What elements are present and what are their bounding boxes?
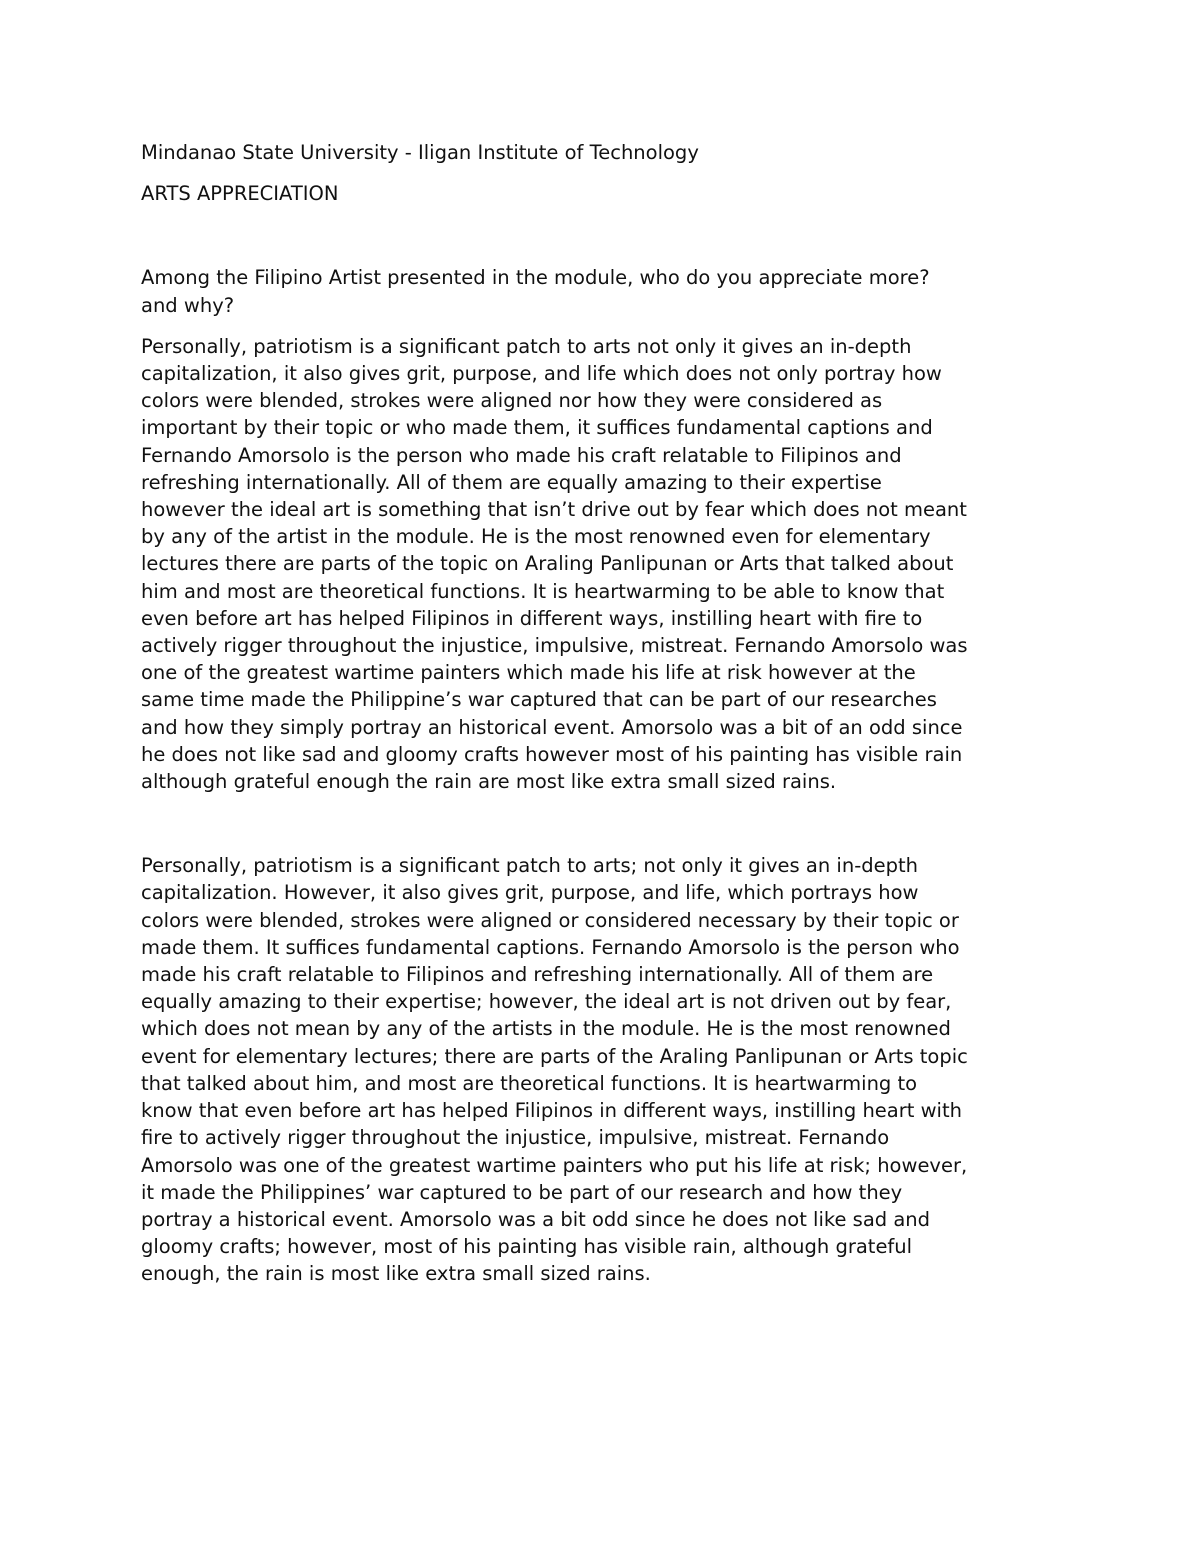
document-body: [141, 139, 1071, 1288]
institution-name: Mindanao State University - Iligan Institute of Technology: [141, 141, 699, 164]
answer-paragraph-1: Personally, patriotism is a significant patch to arts not only it gives an in-depth capitalization, it also gives grit, purpose, and life which does not only portray how colors were blended, strokes were aligned nor how they were considered as important by their topic or who made them, it suffices fundamental captions and Fernando Amorsolo is the person who made his craft relatable to Filipinos and refreshing internationally. All of them are equally amazing to their expertise however the ideal art is something that isn’t drive out by fear which does not meant by any of the artist in the module. He is the most renowned even for elementary lectures there are parts of the topic on Araling Panlipunan or Arts that talked about him and most are theoretical functions. It is heartwarming to be able to know that even before art has helped Filipinos in different ways, instilling heart with fire to actively rigger throughout the injustice, impulsive, mistreat. Fernando Amorsolo was one of the greatest wartime painters which made his life at risk however at the same time made the Philippine’s war captured that can be part of our researches and how they simply portray an historical event. Amorsolo was a bit of an odd since he does not like sad and gloomy crafts however most of his painting has visible rain although grateful enough the rain are most like extra small sized rains.: [141, 334, 968, 794]
answer-paragraph-2: Personally, patriotism is a significant patch to arts; not only it gives an in-depth capitalization. However, it also gives grit, purpose, and life, which portrays how colors were blended, strokes were aligned or considered necessary by their topic or made them. It suffices fundamental captions. Fernando Amorsolo is the person who made his craft relatable to Filipinos and refreshing internationally. All of them are equally amazing to their expertise; however, the ideal art is not driven out by fear, which does not mean by any of the artists in the module. He is the most renowned event for elementary lectures; there are parts of the Araling Panlipunan or Arts topic that talked about him, and most are theoretical functions. It is heartwarming to know that even before art has helped Filipinos in different ways, instilling heart with fire to actively rigger throughout the injustice, impulsive, mistreat. Fernando Amorsolo was one of the greatest wartime painters who put his life at risk; however, it made the Philippines’ war captured to be part of our research and how they portray a historical event. Amorsolo was a bit odd since he does not like sad and gloomy crafts; however, most of his painting has visible rain, although grateful enough, the rain is most like extra small sized rains.: [141, 854, 968, 1286]
course-title: ARTS APPRECIATION: [141, 182, 339, 206]
question-text: Among the Filipino Artist presented in the module, who do you appreciate more? and why?: [141, 266, 930, 317]
